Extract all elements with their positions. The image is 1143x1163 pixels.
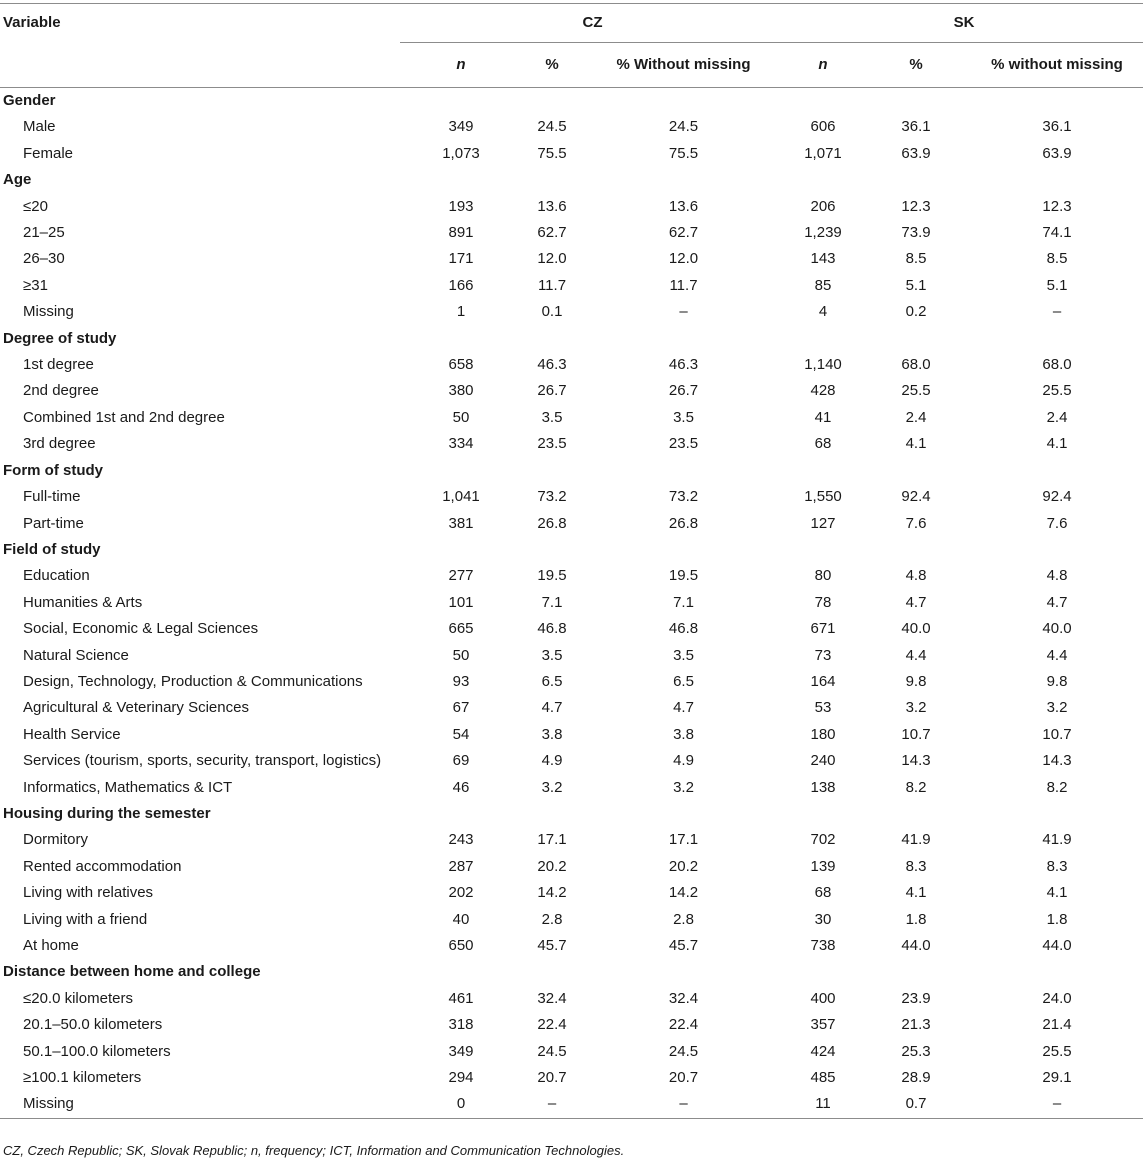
table-row — [0, 669, 1143, 695]
cell-sk-percent: 36.1 — [901, 118, 931, 136]
cell-cz-percent-without-missing: 26.7 — [668, 382, 699, 400]
table-row — [0, 616, 1143, 642]
cell-sk-percent-without-missing: 8.3 — [1046, 857, 1068, 875]
cell-cz-percent: 73.2 — [537, 488, 567, 506]
row-label: Informatics, Mathematics & ICT — [23, 778, 233, 796]
cell-cz-percent-without-missing: 12.0 — [668, 250, 699, 268]
row-label: Social, Economic & Legal Sciences — [23, 620, 259, 638]
cell-sk-percent: 25.3 — [901, 1042, 931, 1060]
cell-cz-percent: 45.7 — [537, 937, 567, 954]
category-row — [0, 167, 1143, 193]
row-label: 21–25 — [23, 224, 65, 242]
cell-cz-n: 461 — [448, 989, 474, 1007]
row-label: 3rd degree — [23, 435, 96, 453]
row-label: Part-time — [23, 514, 84, 532]
cell-sk-percent: 92.4 — [901, 488, 931, 506]
cell-sk-percent: 8.2 — [905, 778, 927, 796]
row-label: Full-time — [23, 488, 81, 506]
cell-sk-percent-without-missing: 2.4 — [1046, 408, 1068, 426]
cell-cz-n: 54 — [452, 725, 470, 743]
cell-cz-n: 166 — [448, 276, 474, 294]
table-row — [0, 1091, 1143, 1118]
table-row — [0, 1039, 1143, 1065]
cell-cz-percent: 20.7 — [537, 1069, 567, 1087]
cell-sk-percent-without-missing: 41.9 — [1042, 831, 1072, 849]
category-label: Degree of study — [3, 329, 117, 347]
cell-sk-n: 4 — [818, 303, 828, 321]
cell-cz-n: 243 — [448, 831, 474, 849]
cell-sk-percent: 68.0 — [901, 356, 931, 374]
header-sk-percent-without-missing: % without missing — [971, 43, 1143, 88]
cell-sk-n: 143 — [810, 250, 836, 268]
cell-cz-n: 891 — [448, 224, 474, 242]
cell-sk-n: 53 — [814, 699, 832, 717]
cell-sk-percent: 2.4 — [905, 408, 927, 426]
cell-sk-n: 68 — [814, 884, 832, 902]
cell-sk-n: 671 — [810, 620, 836, 638]
row-label: Education — [23, 567, 90, 585]
cell-cz-percent-without-missing: 4.9 — [673, 752, 694, 770]
cell-cz-percent: 17.1 — [537, 831, 567, 849]
cell-sk-n: 1,550 — [804, 488, 842, 506]
category-label: Gender — [3, 92, 56, 109]
table-row — [0, 986, 1143, 1012]
row-label: Male — [23, 118, 56, 136]
cell-sk-percent-without-missing: 1.8 — [1046, 910, 1068, 928]
row-label: ≤20.0 kilometers — [23, 989, 133, 1007]
cell-cz-n: 50 — [452, 408, 470, 426]
cell-cz-n: 650 — [448, 937, 474, 954]
row-label: Design, Technology, Production & Communications — [23, 672, 363, 690]
cell-sk-percent: 4.1 — [905, 884, 927, 902]
cell-sk-percent-without-missing: 44.0 — [1042, 937, 1072, 954]
cell-sk-percent: 0.2 — [905, 303, 927, 321]
cell-cz-n: 294 — [448, 1069, 474, 1087]
cell-sk-percent-without-missing: 14.3 — [1042, 752, 1072, 770]
cell-sk-percent: 4.7 — [905, 593, 927, 611]
cell-sk-percent: 21.3 — [901, 1016, 931, 1034]
cell-cz-percent: 46.3 — [537, 356, 567, 374]
cell-sk-percent-without-missing: 68.0 — [1042, 356, 1072, 374]
cell-cz-percent-without-missing: – — [582, 1091, 785, 1118]
cell-cz-percent-without-missing: 45.7 — [668, 937, 699, 954]
table-row — [0, 405, 1143, 431]
cell-sk-n: 85 — [814, 276, 832, 294]
cell-sk-percent-without-missing: 25.5 — [1042, 1042, 1072, 1060]
table-row — [0, 194, 1143, 220]
cell-sk-n: 138 — [810, 778, 836, 796]
cell-cz-percent: 62.7 — [537, 224, 567, 242]
row-label: ≥100.1 kilometers — [23, 1069, 142, 1087]
table-row — [0, 933, 1143, 959]
cell-cz-n: 93 — [452, 672, 470, 690]
table-row — [0, 748, 1143, 774]
cell-cz-percent-without-missing: 17.1 — [668, 831, 699, 849]
header-row-subcols — [0, 43, 1143, 88]
cell-sk-percent: 7.6 — [905, 514, 927, 532]
category-label: Distance between home and college — [3, 963, 261, 981]
cell-cz-n: 202 — [448, 884, 474, 902]
cell-sk-n: 1,239 — [804, 224, 842, 242]
header-group-cz: CZ — [400, 4, 785, 43]
cell-sk-n: 428 — [810, 382, 836, 400]
table-row — [0, 378, 1143, 404]
cell-sk-n: 73 — [814, 646, 832, 664]
cell-cz-n: 349 — [448, 118, 474, 136]
cell-sk-percent-without-missing: 4.1 — [1046, 435, 1068, 453]
cell-sk-percent: 12.3 — [901, 197, 931, 215]
cell-sk-percent: 23.9 — [901, 989, 931, 1007]
cell-sk-percent-without-missing: 40.0 — [1042, 620, 1072, 638]
header-variable: Variable — [3, 14, 61, 32]
cell-cz-percent: 20.2 — [537, 857, 567, 875]
cell-sk-percent: 25.5 — [901, 382, 931, 400]
cell-cz-percent: 46.8 — [537, 620, 567, 638]
cell-cz-percent-without-missing: 3.5 — [673, 408, 694, 426]
cell-sk-percent-without-missing: 21.4 — [1042, 1016, 1072, 1034]
row-label: Living with a friend — [23, 910, 148, 928]
cell-sk-n: 606 — [810, 118, 836, 136]
header-cz-percent: % — [522, 43, 582, 88]
cell-cz-n: 50 — [452, 646, 470, 664]
category-row — [0, 458, 1143, 484]
cell-sk-percent-without-missing: 7.6 — [1046, 514, 1068, 532]
cell-cz-percent: 3.5 — [541, 646, 563, 664]
cell-sk-n: 1,140 — [804, 356, 842, 374]
cell-sk-percent: 9.8 — [905, 672, 927, 690]
cell-sk-n: 424 — [810, 1042, 836, 1060]
table-row — [0, 484, 1143, 510]
cell-cz-percent-without-missing: 3.8 — [673, 725, 694, 743]
cell-sk-percent: 5.1 — [905, 276, 927, 294]
cell-sk-n: 30 — [814, 910, 832, 928]
cell-sk-n: 1,071 — [804, 144, 842, 162]
cell-sk-percent: 44.0 — [901, 937, 931, 954]
row-label: Natural Science — [23, 646, 129, 664]
cell-sk-percent-without-missing: 10.7 — [1042, 725, 1072, 743]
table-row — [0, 854, 1143, 880]
header-sk-percent: % — [861, 43, 971, 88]
cell-sk-n: 180 — [810, 725, 836, 743]
cell-sk-percent: 10.7 — [901, 725, 931, 743]
cell-cz-percent: 75.5 — [537, 144, 567, 162]
cell-sk-n: 240 — [810, 752, 836, 770]
cell-cz-percent-without-missing: 3.5 — [673, 646, 694, 664]
cell-cz-percent: 3.8 — [541, 725, 563, 743]
cell-sk-n: 164 — [810, 672, 836, 690]
cell-cz-percent: 14.2 — [537, 884, 567, 902]
header-cz-n: n — [400, 43, 522, 88]
cell-cz-percent: 3.5 — [541, 408, 563, 426]
row-label: Health Service — [23, 725, 121, 743]
row-label: Services (tourism, sports, security, transport, logistics) — [23, 752, 382, 770]
cell-sk-percent: 40.0 — [901, 620, 931, 638]
cell-sk-percent-without-missing: 4.4 — [1046, 646, 1068, 664]
cell-cz-percent-without-missing: 24.5 — [668, 118, 699, 136]
cell-cz-percent: 11.7 — [537, 276, 567, 294]
row-label: Humanities & Arts — [23, 593, 143, 611]
cell-sk-percent-without-missing: 8.5 — [1046, 250, 1068, 268]
cell-cz-percent-without-missing: 20.2 — [668, 857, 699, 875]
cell-cz-n: 381 — [448, 514, 474, 532]
cell-cz-percent: 7.1 — [541, 593, 563, 611]
cell-sk-n: 80 — [814, 567, 832, 585]
table-row — [0, 1065, 1143, 1091]
cell-cz-n: 658 — [448, 356, 474, 374]
cell-sk-n: 139 — [810, 857, 836, 875]
category-label: Age — [3, 171, 32, 189]
cell-sk-percent: 4.1 — [905, 435, 927, 453]
cell-sk-percent: 8.3 — [905, 857, 927, 875]
cell-sk-percent-without-missing: 74.1 — [1042, 224, 1072, 242]
cell-cz-percent-without-missing: 46.3 — [668, 356, 699, 374]
cell-cz-percent: 26.7 — [537, 382, 567, 400]
cell-sk-percent: 4.4 — [905, 646, 927, 664]
cell-cz-n: 171 — [448, 250, 474, 268]
cell-cz-percent: 0.1 — [541, 303, 563, 321]
row-label: At home — [23, 937, 79, 954]
category-row — [0, 537, 1143, 563]
cell-sk-percent-without-missing: 3.2 — [1046, 699, 1068, 717]
cell-cz-percent-without-missing: 11.7 — [669, 276, 698, 294]
cell-cz-n: 665 — [448, 620, 474, 638]
cell-cz-n: 349 — [448, 1042, 474, 1060]
table-body — [0, 88, 1143, 1119]
row-label: 50.1–100.0 kilometers — [23, 1042, 171, 1060]
row-label: 1st degree — [23, 356, 94, 374]
category-row — [0, 88, 1143, 115]
cell-cz-n: 380 — [448, 382, 474, 400]
cell-sk-percent: 1.8 — [905, 910, 927, 928]
cell-sk-percent-without-missing: 4.1 — [1046, 884, 1068, 902]
row-label: Missing — [23, 303, 74, 321]
cell-cz-percent-without-missing: 7.1 — [673, 593, 694, 611]
cell-cz-percent-without-missing: 75.5 — [668, 144, 699, 162]
category-row — [0, 801, 1143, 827]
cell-sk-n: 738 — [810, 937, 836, 954]
cell-cz-percent-without-missing: – — [679, 303, 688, 321]
table-row — [0, 643, 1143, 669]
cell-sk-percent: 41.9 — [901, 831, 931, 849]
cell-cz-n: 69 — [452, 752, 470, 770]
cell-sk-n: 41 — [814, 408, 832, 426]
row-label: ≤20 — [23, 197, 48, 215]
cell-sk-percent: 4.8 — [905, 567, 927, 585]
cell-cz-n: 287 — [448, 857, 474, 875]
row-label: ≥31 — [23, 276, 48, 294]
cell-sk-percent-without-missing: – — [1052, 303, 1062, 321]
table-row — [0, 722, 1143, 748]
cell-cz-n: 101 — [448, 593, 474, 611]
cell-cz-percent: 19.5 — [537, 567, 567, 585]
cell-sk-n: 485 — [810, 1069, 836, 1087]
cell-cz-percent: 3.2 — [541, 778, 563, 796]
cell-sk-n: 11 — [785, 1091, 861, 1118]
cell-sk-percent-without-missing: 29.1 — [1042, 1069, 1072, 1087]
cell-cz-percent: 6.5 — [541, 672, 563, 690]
table-row — [0, 907, 1143, 933]
cell-cz-percent-without-missing: 24.5 — [668, 1042, 699, 1060]
data-table — [0, 3, 1143, 1119]
cell-sk-percent-without-missing: 24.0 — [1042, 989, 1072, 1007]
cell-cz-percent-without-missing: 22.4 — [668, 1016, 699, 1034]
cell-cz-percent: 4.9 — [541, 752, 563, 770]
row-label: Missing — [0, 1091, 400, 1118]
cell-cz-percent: 2.8 — [541, 910, 563, 928]
cell-cz-percent: 24.5 — [537, 118, 567, 136]
cell-cz-n: 40 — [452, 910, 470, 928]
row-label: Dormitory — [23, 831, 89, 849]
row-label: 26–30 — [23, 250, 65, 268]
cell-cz-n: 193 — [448, 197, 474, 215]
cell-cz-percent-without-missing: 73.2 — [668, 488, 699, 506]
table-row — [0, 1012, 1143, 1038]
cell-sk-percent-without-missing: 36.1 — [1042, 118, 1072, 136]
header-sk-n: n — [785, 43, 861, 88]
cell-sk-percent: 8.5 — [905, 250, 927, 268]
cell-cz-n: 1,041 — [442, 488, 480, 506]
table-row — [0, 141, 1143, 167]
cell-sk-percent-without-missing: 8.2 — [1046, 778, 1068, 796]
row-label: Rented accommodation — [23, 857, 182, 875]
header-group-sk: SK — [785, 4, 1143, 43]
cell-sk-n: 357 — [810, 1016, 836, 1034]
row-label: Agricultural & Veterinary Sciences — [23, 699, 249, 717]
cell-cz-percent-without-missing: 62.7 — [668, 224, 699, 242]
cell-sk-percent: 73.9 — [901, 224, 931, 242]
cell-cz-percent: 4.7 — [541, 699, 563, 717]
cell-cz-percent-without-missing: 4.7 — [673, 699, 694, 717]
cell-cz-n: 1 — [456, 303, 466, 321]
cell-cz-n: 277 — [448, 567, 474, 585]
cell-cz-percent-without-missing: 46.8 — [668, 620, 699, 638]
cell-sk-n: 68 — [814, 435, 832, 453]
table-row — [0, 511, 1143, 537]
cell-cz-percent-without-missing: 3.2 — [673, 778, 694, 796]
cell-sk-n: 400 — [810, 989, 836, 1007]
table-row — [0, 299, 1143, 325]
header-blank — [0, 43, 400, 88]
cell-sk-percent-without-missing: 25.5 — [1042, 382, 1072, 400]
row-label: 2nd degree — [23, 382, 99, 400]
cell-sk-n: 206 — [810, 197, 836, 215]
cell-sk-percent-without-missing: 5.1 — [1046, 276, 1068, 294]
row-label: Combined 1st and 2nd degree — [23, 408, 225, 426]
row-label: 20.1–50.0 kilometers — [23, 1016, 163, 1034]
cell-cz-percent: 22.4 — [537, 1016, 567, 1034]
cell-cz-percent-without-missing: 23.5 — [668, 435, 699, 453]
category-row — [0, 326, 1143, 352]
table-row — [0, 114, 1143, 140]
cell-sk-percent: 0.7 — [861, 1091, 971, 1118]
cell-cz-n: 0 — [400, 1091, 522, 1118]
table-row — [0, 246, 1143, 272]
table-row — [0, 273, 1143, 299]
cell-cz-percent: 24.5 — [537, 1042, 567, 1060]
table-row — [0, 827, 1143, 853]
cell-cz-percent: – — [522, 1091, 582, 1118]
cell-sk-percent-without-missing: – — [971, 1091, 1143, 1118]
cell-sk-n: 127 — [810, 514, 836, 532]
table-row — [0, 352, 1143, 378]
cell-cz-percent-without-missing: 32.4 — [668, 989, 699, 1007]
cell-sk-percent: 63.9 — [901, 144, 931, 162]
cell-sk-n: 78 — [814, 593, 832, 611]
cell-sk-percent-without-missing: 4.7 — [1046, 593, 1068, 611]
cell-cz-percent-without-missing: 19.5 — [668, 567, 699, 585]
cell-cz-percent-without-missing: 6.5 — [673, 672, 694, 690]
cell-cz-percent-without-missing: 26.8 — [668, 514, 699, 532]
row-label: Female — [23, 144, 74, 162]
cell-cz-n: 318 — [448, 1016, 474, 1034]
cell-sk-percent: 14.3 — [901, 752, 931, 770]
header-cz-percent-without-missing: % Without missing — [582, 43, 785, 88]
cell-sk-percent-without-missing: 4.8 — [1046, 567, 1068, 585]
category-row — [0, 959, 1143, 985]
cell-cz-percent: 13.6 — [537, 197, 567, 215]
cell-cz-n: 67 — [452, 699, 470, 717]
cell-cz-percent: 12.0 — [537, 250, 567, 268]
cell-cz-n: 1,073 — [442, 144, 480, 162]
cell-sk-n: 702 — [810, 831, 836, 849]
table-row — [0, 695, 1143, 721]
cell-sk-percent-without-missing: 12.3 — [1042, 197, 1072, 215]
category-label: Field of study — [3, 540, 101, 558]
table-row — [0, 563, 1143, 589]
row-label: Living with relatives — [23, 884, 154, 902]
table-row — [0, 220, 1143, 246]
cell-cz-percent-without-missing: 20.7 — [668, 1069, 699, 1087]
cell-sk-percent: 28.9 — [901, 1069, 931, 1087]
cell-sk-percent-without-missing: 9.8 — [1046, 672, 1068, 690]
cell-cz-percent-without-missing: 13.6 — [668, 197, 699, 215]
cell-sk-percent-without-missing: 92.4 — [1042, 488, 1072, 506]
cell-sk-percent: 3.2 — [905, 699, 927, 717]
table-row — [0, 431, 1143, 457]
table-row — [0, 590, 1143, 616]
cell-cz-percent-without-missing: 14.2 — [668, 884, 699, 902]
table-row — [0, 880, 1143, 906]
cell-cz-percent: 23.5 — [537, 435, 567, 453]
category-label: Form of study — [3, 461, 103, 479]
header-row-groups — [0, 4, 1143, 43]
cell-sk-percent-without-missing: 63.9 — [1042, 144, 1072, 162]
cell-cz-percent: 32.4 — [537, 989, 567, 1007]
table-row — [0, 775, 1143, 801]
cell-cz-percent: 26.8 — [537, 514, 567, 532]
category-label: Housing during the semester — [3, 804, 211, 822]
cell-cz-n: 334 — [448, 435, 474, 453]
table-footnote: CZ, Czech Republic; SK, Slovak Republic; n, frequency; ICT, Information and Communication Technologies. — [3, 1143, 625, 1158]
cell-cz-n: 46 — [452, 778, 470, 796]
cell-cz-percent-without-missing: 2.8 — [673, 910, 694, 928]
